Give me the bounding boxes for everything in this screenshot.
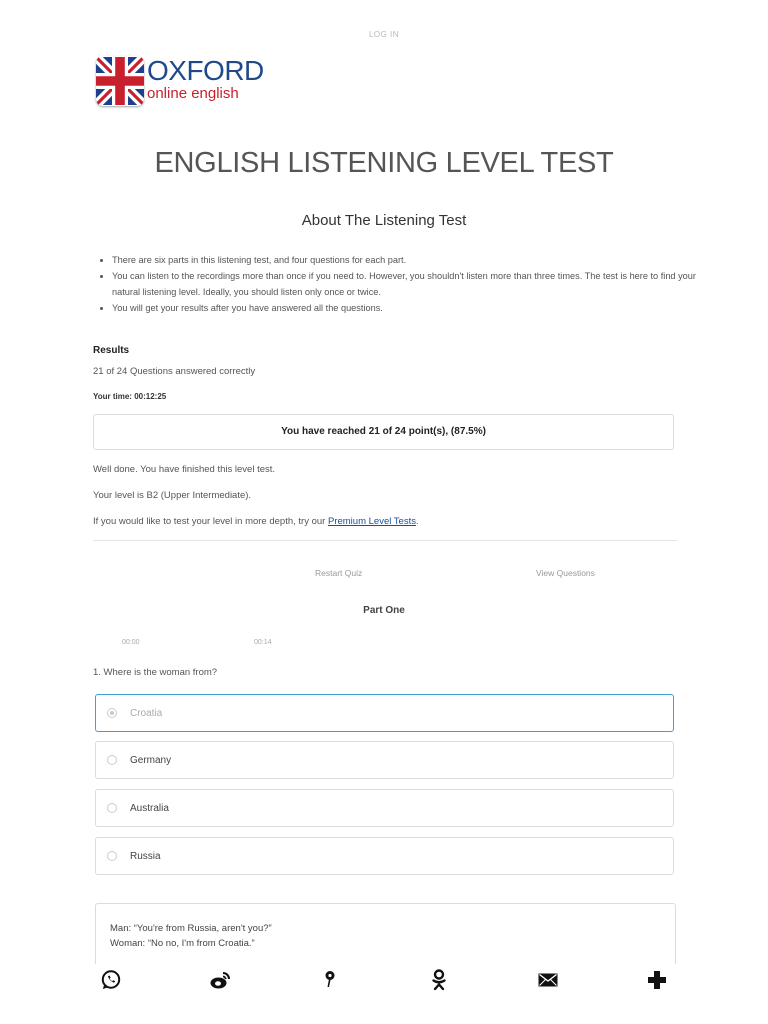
- premium-message-prefix: If you would like to test your level in more depth, try our: [93, 516, 328, 527]
- email-icon[interactable]: [536, 968, 560, 992]
- answer-label: Russia: [130, 850, 161, 862]
- info-list: [96, 252, 702, 316]
- premium-message-suffix: .: [415, 516, 419, 527]
- question-text: 1. Where is the woman from?: [93, 667, 218, 678]
- logo-subtitle: online english: [147, 85, 239, 102]
- transcript-line: Man: “You're from Russia, aren't you?”: [110, 923, 272, 934]
- weibo-icon[interactable]: [208, 968, 232, 992]
- quiz-time: Your time: 00:12:25: [93, 392, 167, 401]
- info-item: • You will get your results after you have answered all the questions.: [112, 300, 702, 316]
- results-heading: Results: [93, 345, 130, 356]
- info-item: • There are six parts in this listening test, and four questions for each part.: [112, 252, 702, 268]
- level-message: Your level is B2 (Upper Intermediate).: [93, 490, 252, 501]
- restart-quiz-button[interactable]: Restart Quiz: [315, 568, 363, 578]
- logo-brand: OXFORD: [147, 55, 264, 86]
- premium-message: [93, 516, 419, 527]
- oxford-logo[interactable]: [96, 56, 264, 106]
- transcript-box: [95, 903, 676, 973]
- finished-message: Well done. You have finished this level test.: [93, 464, 276, 475]
- radio-button[interactable]: [107, 851, 117, 861]
- page-title: ENGLISH LISTENING LEVEL TEST: [154, 147, 614, 179]
- score-summary: You have reached 21 of 24 point(s), (87.5%): [93, 414, 674, 450]
- pinterest-icon[interactable]: [318, 968, 342, 992]
- answer-option-russia[interactable]: [95, 837, 674, 875]
- correct-answers-count: 21 of 24 Questions answered correctly: [93, 366, 256, 377]
- info-item: • You can listen to the recordings more than once if you need to. However, you shouldn't listen more than three times. The test is here to find your natural listening level. Ideally, you should listen only once or twice.: [112, 268, 702, 300]
- radio-button[interactable]: [107, 755, 117, 765]
- answer-option-australia[interactable]: [95, 789, 674, 827]
- radio-button[interactable]: [107, 708, 117, 718]
- radio-button[interactable]: [107, 803, 117, 813]
- answer-option-germany[interactable]: [95, 741, 674, 779]
- answer-label: Germany: [130, 754, 172, 766]
- part-heading: Part One: [363, 605, 405, 616]
- view-questions-button[interactable]: View Questions: [536, 568, 595, 578]
- odnoklassniki-icon[interactable]: [427, 968, 451, 992]
- premium-tests-link[interactable]: Premium Level Tests: [327, 516, 416, 527]
- more-icon[interactable]: [645, 968, 669, 992]
- divider: [93, 540, 677, 541]
- answer-label: Australia: [130, 802, 169, 814]
- answer-option-croatia[interactable]: [95, 694, 674, 732]
- audio-duration: 00:14: [254, 639, 272, 646]
- transcript-line: Woman: “No no, I'm from Croatia.”: [110, 938, 255, 949]
- about-title: About The Listening Test: [301, 212, 467, 229]
- whatsapp-icon[interactable]: [99, 968, 123, 992]
- audio-current-time: 00:00: [122, 639, 140, 646]
- answer-label: Croatia: [130, 707, 163, 719]
- login-link[interactable]: LOG IN: [368, 30, 400, 39]
- union-jack-flag-icon: [96, 56, 144, 106]
